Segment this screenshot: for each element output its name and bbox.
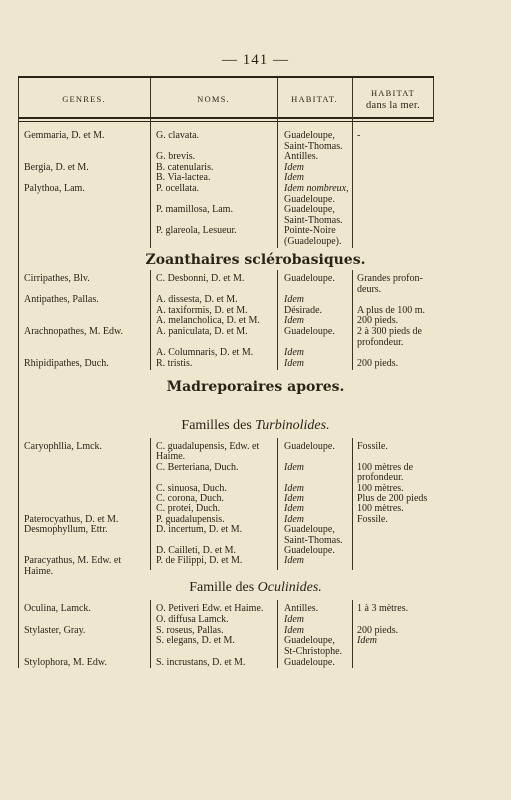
cell-nom: A. Columnaris, D. et M. — [156, 347, 254, 359]
cell-habitat: Guadeloupe. — [284, 441, 335, 452]
cell-habitat: St-Christophe. — [284, 646, 343, 658]
cell-genre: Stylaster, Gray. — [24, 624, 86, 636]
family-prefix: Familles des — [181, 418, 252, 433]
cell-habitat: Guadeloupe. — [284, 273, 335, 284]
cell-habitat-mer: Fossile. — [357, 513, 388, 525]
cell-genre: Oculina, Lamck. — [24, 603, 91, 614]
cell-habitat: Saint-Thomas. — [284, 534, 343, 546]
cell-habitat: Guadeloupe. — [284, 545, 335, 556]
cell-nom: D. Cailleti, D. et M. — [156, 545, 236, 556]
cell-habitat: Idem — [284, 161, 304, 173]
cell-habitat-mer: 100 mètres. — [357, 503, 404, 515]
cell-habitat: Idem — [284, 503, 304, 515]
cell-habitat: Guadeloupe. — [284, 326, 335, 337]
cell-habitat: Idem — [284, 624, 304, 636]
cell-genre: Caryophllia, Lmck. — [24, 441, 103, 452]
cell-genre: Rhipidipathes, Duch. — [24, 357, 109, 369]
cell-habitat: Guadeloupe, — [284, 130, 335, 141]
cell-habitat: Idem — [284, 347, 304, 359]
cell-nom: P. de Filippi, D. et M. — [156, 555, 243, 567]
page-number: — 141 — — [222, 52, 289, 68]
cell-genre: Stylophora, M. Edw. — [24, 657, 107, 668]
family-name: Oculinides. — [257, 580, 322, 595]
cell-genre: Antipathes, Pallas. — [24, 294, 99, 306]
header-rule — [18, 117, 434, 119]
cell-habitat-mer: profondeur. — [357, 336, 404, 348]
cell-habitat-mer: Plus de 200 pieds — [357, 493, 428, 504]
cell-habitat: Idem — [284, 461, 304, 473]
cell-habitat: Idem — [284, 315, 304, 327]
cell-genre: Palythoa, Lam. — [24, 183, 85, 194]
cell-nom: P. glareola, Lesueur. — [156, 225, 237, 237]
cell-nom: B. Via-lactea. — [156, 172, 211, 184]
family-name: Turbinolides. — [255, 418, 330, 433]
family-turbinolides — [0, 418, 511, 434]
cell-habitat: Idem — [284, 513, 304, 525]
cell-habitat: Idem — [284, 294, 304, 306]
cell-habitat: (Guadeloupe). — [284, 236, 342, 247]
cell-habitat: Idem — [284, 172, 304, 184]
family-prefix: Famille des — [189, 580, 255, 595]
cell-habitat: Idem nombreux, — [284, 183, 349, 194]
cell-habitat-mer: 200 pieds. — [357, 624, 399, 636]
top-rule — [18, 76, 434, 78]
cell-nom: D. incertum, D. et M. — [156, 524, 243, 536]
cell-genre: Cirripathes, Blv. — [24, 273, 90, 284]
cell-habitat: Saint-Thomas. — [284, 140, 343, 152]
column-divider-1d — [150, 600, 151, 668]
cell-habitat: Désirade. — [284, 304, 323, 316]
cell-habitat-mer: 1 à 3 mètres. — [357, 603, 409, 614]
cell-nom: G. brevis. — [156, 151, 196, 163]
cell-genre: Arachnopathes, M. Edw. — [24, 326, 124, 337]
cell-nom: G. clavata. — [156, 130, 200, 141]
cell-habitat-mer: 200 pieds. — [357, 315, 399, 327]
cell-habitat: Guadeloupe. — [284, 193, 335, 205]
column-divider-1c — [150, 438, 151, 570]
cell-nom: C. Desbonni, D. et M. — [156, 273, 245, 284]
cell-nom: P. guadalupensis. — [156, 513, 225, 525]
cell-habitat: Saint-Thomas. — [284, 214, 343, 226]
cell-habitat-mer: 2 à 300 pieds de — [357, 326, 422, 337]
column-divider-2c — [277, 438, 278, 570]
cell-habitat: Pointe-Noire — [284, 225, 336, 237]
cell-nom: S. roseus, Pallas. — [156, 624, 224, 636]
section-zoanthaires: Zoanthaires sclérobasiques. — [145, 252, 366, 268]
column-divider-3d — [352, 600, 353, 668]
cell-habitat-mer: deurs. — [357, 283, 382, 295]
cell-habitat-mer: profondeur. — [357, 472, 404, 484]
cell-habitat: Guadeloupe, — [284, 524, 335, 536]
header-genres: GENRES. — [62, 94, 106, 104]
column-divider-3b — [352, 270, 353, 370]
cell-nom: P. ocellata. — [156, 183, 200, 194]
cell-nom: A. melancholica, D. et M. — [156, 315, 260, 327]
column-divider-1b — [150, 270, 151, 370]
cell-nom: O. diffusa Lamck. — [156, 613, 229, 625]
cell-habitat: Idem — [284, 482, 304, 494]
cell-genre: Haime. — [24, 565, 54, 577]
cell-habitat: Guadeloupe, — [284, 635, 335, 647]
family-oculinides — [0, 580, 511, 596]
cell-habitat: Antilles. — [284, 603, 319, 614]
header-habitat-mer-2: dans la mer. — [365, 100, 421, 111]
cell-nom: C. Berteriana, Duch. — [156, 461, 239, 473]
cell-nom: R. tristis. — [156, 357, 193, 369]
cell-nom: A. dissesta, D. et M. — [156, 294, 238, 306]
cell-habitat-mer: Fossile. — [357, 441, 388, 452]
header-rule-thin — [18, 121, 434, 122]
cell-habitat: Guadeloupe. — [284, 657, 335, 668]
cell-nom: C. corona, Duch. — [156, 493, 225, 504]
cell-genre: Desmophyllum, Ettr. — [24, 524, 108, 536]
cell-genre: Gemmaria, D. et M. — [24, 130, 105, 141]
column-divider-2b — [277, 270, 278, 370]
header-habitat: HABITAT. — [291, 94, 338, 104]
cell-habitat: Idem — [284, 357, 304, 369]
cell-habitat-mer: Idem — [357, 635, 377, 647]
cell-nom: P. mamillosa, Lam. — [156, 204, 233, 216]
cell-habitat: Idem — [284, 493, 304, 504]
cell-habitat-mer: A plus de 100 m. — [357, 304, 426, 316]
cell-habitat-mer: 100 mètres de — [357, 461, 414, 473]
cell-habitat: Idem — [284, 555, 304, 567]
cell-nom: A. taxiformis, D. et M. — [156, 304, 248, 316]
cell-habitat-mer: - — [357, 130, 361, 141]
cell-genre: Paterocyathus, D. et M. — [24, 513, 119, 525]
cell-nom: C. protei, Duch. — [156, 503, 221, 515]
cell-nom: S. incrustans, D. et M. — [156, 657, 246, 668]
cell-habitat: Antilles. — [284, 151, 319, 163]
header-habitat-mer-1: HABITAT — [370, 88, 416, 98]
cell-nom: C. sinuosa, Duch. — [156, 482, 227, 494]
cell-nom: A. paniculata, D. et M. — [156, 326, 248, 337]
cell-habitat: Guadeloupe, — [284, 204, 335, 216]
cell-nom: C. guadalupensis, Edw. et — [156, 441, 260, 452]
section-madreporaires: Madreporaires apores. — [166, 379, 345, 395]
cell-genre: Bergia, D. et M. — [24, 161, 89, 173]
cell-habitat-mer: 200 pieds. — [357, 357, 399, 369]
cell-nom: Haime. — [156, 451, 186, 463]
column-divider-2d — [277, 600, 278, 668]
cell-nom: B. catenularis. — [156, 161, 214, 173]
column-divider-3c — [352, 438, 353, 570]
cell-habitat: Idem — [284, 613, 304, 625]
header-noms: NOMS. — [197, 94, 230, 104]
cell-genre: Paracyathus, M. Edw. et — [24, 555, 122, 567]
cell-nom: O. Petiveri Edw. et Haime. — [156, 603, 264, 614]
cell-nom: S. elegans, D. et M. — [156, 635, 235, 647]
cell-habitat-mer: 100 mètres. — [357, 482, 404, 494]
cell-habitat-mer: Grandes profon- — [357, 273, 423, 284]
